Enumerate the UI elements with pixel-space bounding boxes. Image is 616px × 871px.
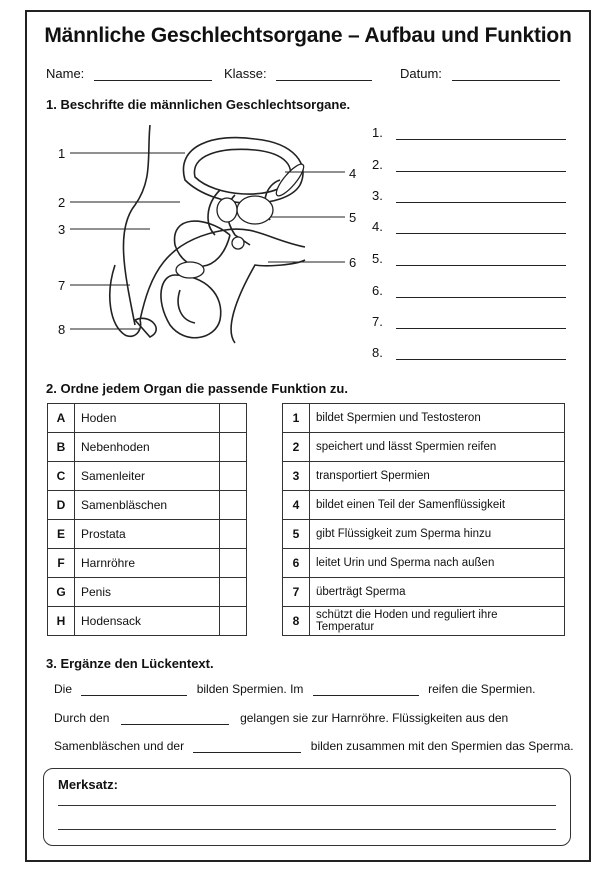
function-key: 2: [283, 433, 310, 462]
function-table: [282, 403, 565, 636]
answer-line-6[interactable]: [372, 283, 566, 298]
cloze-line-2: [54, 711, 508, 725]
organ-key: E: [48, 520, 75, 549]
function-row: [283, 549, 565, 578]
function-key: 4: [283, 491, 310, 520]
function-row: [283, 607, 565, 636]
organ-row: [48, 462, 247, 491]
organ-answer-cell[interactable]: [220, 491, 247, 520]
cloze-line-3: [54, 739, 574, 753]
function-row: [283, 404, 565, 433]
organ-key: F: [48, 549, 75, 578]
function-key: 8: [283, 607, 310, 636]
organ-answer-cell[interactable]: [220, 549, 247, 578]
function-text: bildet Spermien und Testosteron: [310, 404, 565, 433]
merksatz-label: Merksatz:: [58, 777, 118, 792]
cloze-text: Die: [54, 682, 73, 696]
organ-key: A: [48, 404, 75, 433]
answer-line-8[interactable]: [372, 345, 566, 360]
function-row: [283, 578, 565, 607]
organ-row: [48, 578, 247, 607]
answer-number: 2.: [372, 157, 383, 172]
callout-4: 4: [349, 166, 357, 181]
answer-number: 3.: [372, 188, 383, 203]
organ-row: [48, 520, 247, 549]
cloze-gap[interactable]: [81, 684, 187, 696]
function-row: [283, 520, 565, 549]
answer-line-1[interactable]: [372, 125, 566, 140]
class-label: Klasse:: [224, 66, 267, 81]
function-text: überträgt Sperma: [310, 578, 565, 607]
answer-number: 1.: [372, 125, 383, 140]
function-text: bildet einen Teil der Samenflüssigkeit: [310, 491, 565, 520]
organ-name: Harnröhre: [75, 549, 220, 578]
organ-row: [48, 404, 247, 433]
cloze-text: reifen die Spermien.: [428, 682, 536, 696]
cloze-text: Samenbläschen und der: [54, 739, 185, 753]
cloze-text: Durch den: [54, 711, 110, 725]
merksatz-line[interactable]: [58, 805, 556, 806]
page-title: Männliche Geschlechtsorgane – Aufbau und Funktion: [44, 24, 572, 47]
callout-3: 3: [58, 222, 66, 237]
answer-number: 6.: [372, 283, 383, 298]
cloze-line-1: [54, 682, 536, 696]
organ-key: H: [48, 607, 75, 636]
task3-heading: 3. Ergänze den Lückentext.: [46, 656, 214, 671]
organ-name: Samenbläschen: [75, 491, 220, 520]
function-text: gibt Flüssigkeit zum Sperma hinzu: [310, 520, 565, 549]
organ-answer-cell[interactable]: [220, 462, 247, 491]
answer-line-2[interactable]: [372, 157, 566, 172]
cloze-text: gelangen sie zur Harnröhre. Flüssigkeiten aus den: [240, 711, 509, 725]
organ-answer-cell[interactable]: [220, 607, 247, 636]
name-label: Name:: [46, 66, 85, 81]
callout-6: 6: [349, 255, 357, 270]
cloze-gap[interactable]: [193, 741, 301, 753]
organ-key: B: [48, 433, 75, 462]
organ-name: Samenleiter: [75, 462, 220, 491]
organ-name: Hoden: [75, 404, 220, 433]
callout-2: 2: [58, 195, 66, 210]
function-row: [283, 462, 565, 491]
cloze-text: bilden zusammen mit den Spermien das Sperma.: [310, 739, 574, 753]
organ-answer-cell[interactable]: [220, 404, 247, 433]
callout-1: 1: [58, 146, 66, 161]
cloze-text: bilden Spermien. Im: [196, 682, 304, 696]
task2-heading: 2. Ordne jedem Organ die passende Funktion zu.: [46, 381, 348, 396]
function-key: 3: [283, 462, 310, 491]
organ-key: C: [48, 462, 75, 491]
organ-answer-cell[interactable]: [220, 433, 247, 462]
organ-answer-cell[interactable]: [220, 578, 247, 607]
organ-name: Hodensack: [75, 607, 220, 636]
function-text: leitet Urin und Sperma nach außen: [310, 549, 565, 578]
organ-row: [48, 491, 247, 520]
function-text: schützt die Hoden und reguliert ihre Temperatur: [310, 607, 565, 636]
answer-line-7[interactable]: [372, 314, 566, 329]
task1-heading: 1. Beschrifte die männlichen Geschlechtsorgane.: [46, 97, 351, 112]
function-row: [283, 433, 565, 462]
organ-answer-cell[interactable]: [220, 520, 247, 549]
callout-8: 8: [58, 322, 66, 337]
merksatz-box: [43, 768, 571, 846]
cloze-gap[interactable]: [121, 713, 229, 725]
organ-name: Prostata: [75, 520, 220, 549]
function-text: speichert und lässt Spermien reifen: [310, 433, 565, 462]
answer-number: 7.: [372, 314, 383, 329]
organ-key: D: [48, 491, 75, 520]
merksatz-line[interactable]: [58, 829, 556, 830]
date-label: Datum:: [400, 66, 442, 81]
cloze-gap[interactable]: [313, 684, 419, 696]
answer-line-5[interactable]: [372, 251, 566, 266]
function-text: transportiert Spermien: [310, 462, 565, 491]
function-key: 1: [283, 404, 310, 433]
function-row: [283, 491, 565, 520]
organ-row: [48, 607, 247, 636]
answer-number: 8.: [372, 345, 383, 360]
function-key: 5: [283, 520, 310, 549]
callout-5: 5: [349, 210, 357, 225]
answer-number: 4.: [372, 219, 383, 234]
organ-row: [48, 549, 247, 578]
function-key: 6: [283, 549, 310, 578]
answer-line-4[interactable]: [372, 219, 566, 234]
function-key: 7: [283, 578, 310, 607]
organ-name: Penis: [75, 578, 220, 607]
callout-7: 7: [58, 278, 66, 293]
organ-key: G: [48, 578, 75, 607]
organ-table: [47, 403, 247, 636]
answer-line-3[interactable]: [372, 188, 566, 203]
organ-row: [48, 433, 247, 462]
answer-number: 5.: [372, 251, 383, 266]
organ-name: Nebenhoden: [75, 433, 220, 462]
